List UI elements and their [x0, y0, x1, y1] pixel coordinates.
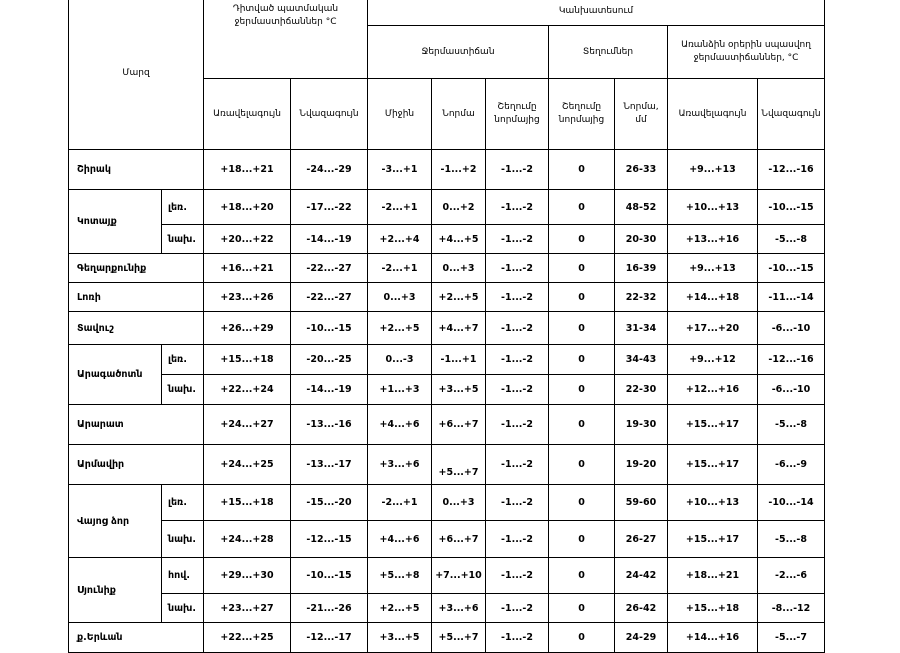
subregion-label: լեռ. — [162, 345, 204, 375]
cell: 26-33 — [615, 150, 668, 190]
cell: -5...-8 — [758, 521, 825, 558]
cell: 0 — [549, 283, 615, 312]
region-name: Արարատ — [69, 405, 204, 445]
cell: -15...-20 — [291, 485, 368, 521]
table-row — [69, 623, 825, 653]
cell: -2...+1 — [368, 485, 432, 521]
cell: 0 — [549, 345, 615, 375]
cell: -1...-2 — [486, 150, 549, 190]
cell: 0 — [549, 150, 615, 190]
region-name: Շիրակ — [69, 150, 204, 190]
cell: -10...-14 — [758, 485, 825, 521]
cell: +18...+20 — [204, 190, 291, 225]
cell: -1...-2 — [486, 254, 549, 283]
cell: 31-34 — [615, 312, 668, 345]
cell: +1...+3 — [368, 375, 432, 405]
cell: +15...+17 — [668, 521, 758, 558]
cell: +3...+5 — [432, 375, 486, 405]
cell: +15...+18 — [668, 594, 758, 623]
cell: -10...-15 — [291, 312, 368, 345]
header-temperature: Ջերմաստիճան — [368, 26, 549, 79]
subregion-label: նախ. — [162, 594, 204, 623]
cell: -1...-2 — [486, 405, 549, 445]
cell: +12...+16 — [668, 375, 758, 405]
cell: -1...-2 — [486, 345, 549, 375]
cell: +24...+28 — [204, 521, 291, 558]
cell: -1...+1 — [432, 345, 486, 375]
cell — [432, 445, 486, 485]
cell: +3...+6 — [432, 594, 486, 623]
cell: +24...+27 — [204, 405, 291, 445]
cell: +2...+5 — [368, 594, 432, 623]
cell: +15...+18 — [204, 485, 291, 521]
subregion-label: նախ. — [162, 375, 204, 405]
cell: -1...-2 — [486, 445, 549, 485]
header-forecast: Կանխատեսում — [368, 0, 825, 26]
cell: -1...-2 — [486, 312, 549, 345]
cell: +24...+25 — [204, 445, 291, 485]
cell: 0...-3 — [368, 345, 432, 375]
cell: +14...+16 — [668, 623, 758, 653]
cell: +6...+7 — [432, 521, 486, 558]
cell: +10...+13 — [668, 190, 758, 225]
region-name: Արմավիր — [69, 445, 204, 485]
cell: -17...-22 — [291, 190, 368, 225]
cell: 0 — [549, 225, 615, 254]
cell: +2...+4 — [368, 225, 432, 254]
cell: -3...+1 — [368, 150, 432, 190]
table-row — [69, 375, 825, 405]
header-norm: Նորմա — [432, 79, 486, 150]
cell: 0 — [549, 254, 615, 283]
cell: +9...+13 — [668, 150, 758, 190]
cell: -5...-7 — [758, 623, 825, 653]
cell: -1...-2 — [486, 225, 549, 254]
cell: -8...-12 — [758, 594, 825, 623]
cell: +5...+7 — [432, 623, 486, 653]
cell: 0 — [549, 485, 615, 521]
cell: 0 — [549, 558, 615, 594]
region-name: Տավուշ — [69, 312, 204, 345]
cell: -14...-19 — [291, 225, 368, 254]
cell: 20-30 — [615, 225, 668, 254]
cell: 0...+3 — [432, 254, 486, 283]
cell: -10...-15 — [758, 190, 825, 225]
cell: +13...+16 — [668, 225, 758, 254]
header-obs-max: Առավելագույն — [204, 79, 291, 150]
cell: -6...-10 — [758, 312, 825, 345]
table-row — [69, 558, 825, 594]
cell: +20...+22 — [204, 225, 291, 254]
cell: -11...-14 — [758, 283, 825, 312]
cell: 0 — [549, 445, 615, 485]
cell: 0...+3 — [368, 283, 432, 312]
table-row — [69, 445, 825, 485]
table-row — [69, 225, 825, 254]
table-row — [69, 485, 825, 521]
header-ext-max: Առավելագույն — [668, 79, 758, 150]
region-name: Գեղարքունիք — [69, 254, 204, 283]
cell: 19-30 — [615, 405, 668, 445]
cell: -14...-19 — [291, 375, 368, 405]
subregion-label: լեռ. — [162, 190, 204, 225]
cell: -22...-27 — [291, 283, 368, 312]
table-row — [69, 190, 825, 225]
cell: +3...+5 — [368, 623, 432, 653]
cell: +4...+6 — [368, 405, 432, 445]
cell: 26-27 — [615, 521, 668, 558]
cell: +4...+6 — [368, 521, 432, 558]
cell: 26-42 — [615, 594, 668, 623]
cell: 22-30 — [615, 375, 668, 405]
table-row — [69, 521, 825, 558]
table-row — [69, 150, 825, 190]
cell: -1...+2 — [432, 150, 486, 190]
cell: +15...+18 — [204, 345, 291, 375]
cell: -1...-2 — [486, 190, 549, 225]
cell: 0 — [549, 375, 615, 405]
cell: 59-60 — [615, 485, 668, 521]
cell: -22...-27 — [291, 254, 368, 283]
region-name: ք.Երևան — [69, 623, 204, 653]
cell: 0 — [549, 190, 615, 225]
cell: 0 — [549, 594, 615, 623]
cell: +15...+17 — [668, 405, 758, 445]
cell: -10...-15 — [758, 254, 825, 283]
cell: -20...-25 — [291, 345, 368, 375]
cell: 24-29 — [615, 623, 668, 653]
header-precip-deviation: Շեղումը նորմայից — [549, 79, 615, 150]
cell: +9...+13 — [668, 254, 758, 283]
header-precipitation: Տեղումներ — [549, 26, 668, 79]
cell: -1...-2 — [486, 594, 549, 623]
table-row — [69, 254, 825, 283]
region-name: Վայոց ձոր — [69, 485, 162, 558]
cell: +18...+21 — [668, 558, 758, 594]
cell: +17...+20 — [668, 312, 758, 345]
subregion-label: հով. — [162, 558, 204, 594]
header-precip-norm: Նորմա, մմ — [615, 79, 668, 150]
subregion-label: լեռ. — [162, 485, 204, 521]
cell: +23...+27 — [204, 594, 291, 623]
region-name: Կոտայք — [69, 190, 162, 254]
cell: -12...-17 — [291, 623, 368, 653]
cell: 0 — [549, 312, 615, 345]
cell-text: +5...+7 — [438, 467, 479, 478]
cell: 34-43 — [615, 345, 668, 375]
header-ext-min: Նվազագույն — [758, 79, 825, 150]
table-row — [69, 312, 825, 345]
cell: -12...-16 — [758, 150, 825, 190]
cell: 0...+3 — [432, 485, 486, 521]
cell: -12...-15 — [291, 521, 368, 558]
cell: +9...+12 — [668, 345, 758, 375]
cell: +23...+26 — [204, 283, 291, 312]
cell: -1...-2 — [486, 521, 549, 558]
cell: +22...+24 — [204, 375, 291, 405]
table-row — [69, 345, 825, 375]
cell: +6...+7 — [432, 405, 486, 445]
cell: 0 — [549, 623, 615, 653]
header-extreme: Առանձին օրերին սպասվող ջերմաստիճաններ, °C — [668, 26, 825, 79]
subregion-label: նախ. — [162, 521, 204, 558]
cell: -1...-2 — [486, 558, 549, 594]
header-obs-min: Նվազագույն — [291, 79, 368, 150]
subregion-label: նախ. — [162, 225, 204, 254]
header-region: Մարզ — [69, 0, 204, 150]
cell: +4...+5 — [432, 225, 486, 254]
cell: -5...-8 — [758, 405, 825, 445]
cell: 22-32 — [615, 283, 668, 312]
cell: -2...+1 — [368, 254, 432, 283]
cell: +2...+5 — [432, 283, 486, 312]
cell: -13...-16 — [291, 405, 368, 445]
cell: +2...+5 — [368, 312, 432, 345]
cell: 48-52 — [615, 190, 668, 225]
cell: +18...+21 — [204, 150, 291, 190]
cell: +7...+10 — [432, 558, 486, 594]
header-deviation: Շեղումը նորմայից — [486, 79, 549, 150]
cell: -1...-2 — [486, 375, 549, 405]
cell: 0 — [549, 405, 615, 445]
cell: -1...-2 — [486, 623, 549, 653]
cell: -10...-15 — [291, 558, 368, 594]
table-row — [69, 405, 825, 445]
cell: +26...+29 — [204, 312, 291, 345]
cell: 0 — [549, 521, 615, 558]
cell: +3...+6 — [368, 445, 432, 485]
region-name: Լոռի — [69, 283, 204, 312]
cell: +5...+8 — [368, 558, 432, 594]
cell: -1...-2 — [486, 283, 549, 312]
cell: -5...-8 — [758, 225, 825, 254]
cell: +14...+18 — [668, 283, 758, 312]
cell: +10...+13 — [668, 485, 758, 521]
cell: 0...+2 — [432, 190, 486, 225]
table-row — [69, 283, 825, 312]
cell: -6...-10 — [758, 375, 825, 405]
table-row — [69, 594, 825, 623]
header-mean: Միջին — [368, 79, 432, 150]
forecast-table — [68, 0, 825, 653]
cell: -12...-16 — [758, 345, 825, 375]
cell: +16...+21 — [204, 254, 291, 283]
cell: -24...-29 — [291, 150, 368, 190]
cell: -21...-26 — [291, 594, 368, 623]
cell: +29...+30 — [204, 558, 291, 594]
cell: 16-39 — [615, 254, 668, 283]
cell: +4...+7 — [432, 312, 486, 345]
cell: +22...+25 — [204, 623, 291, 653]
cell: -1...-2 — [486, 485, 549, 521]
cell: -2...-6 — [758, 558, 825, 594]
header-observed: Դիտված պատմական ջերմաստիճաններ °C — [204, 0, 368, 79]
region-name: Արագածոտն — [69, 345, 162, 405]
region-name: Սյունիք — [69, 558, 162, 623]
cell: 24-42 — [615, 558, 668, 594]
cell: -2...+1 — [368, 190, 432, 225]
cell: -13...-17 — [291, 445, 368, 485]
cell: -6...-9 — [758, 445, 825, 485]
cell: 19-20 — [615, 445, 668, 485]
cell: +15...+17 — [668, 445, 758, 485]
